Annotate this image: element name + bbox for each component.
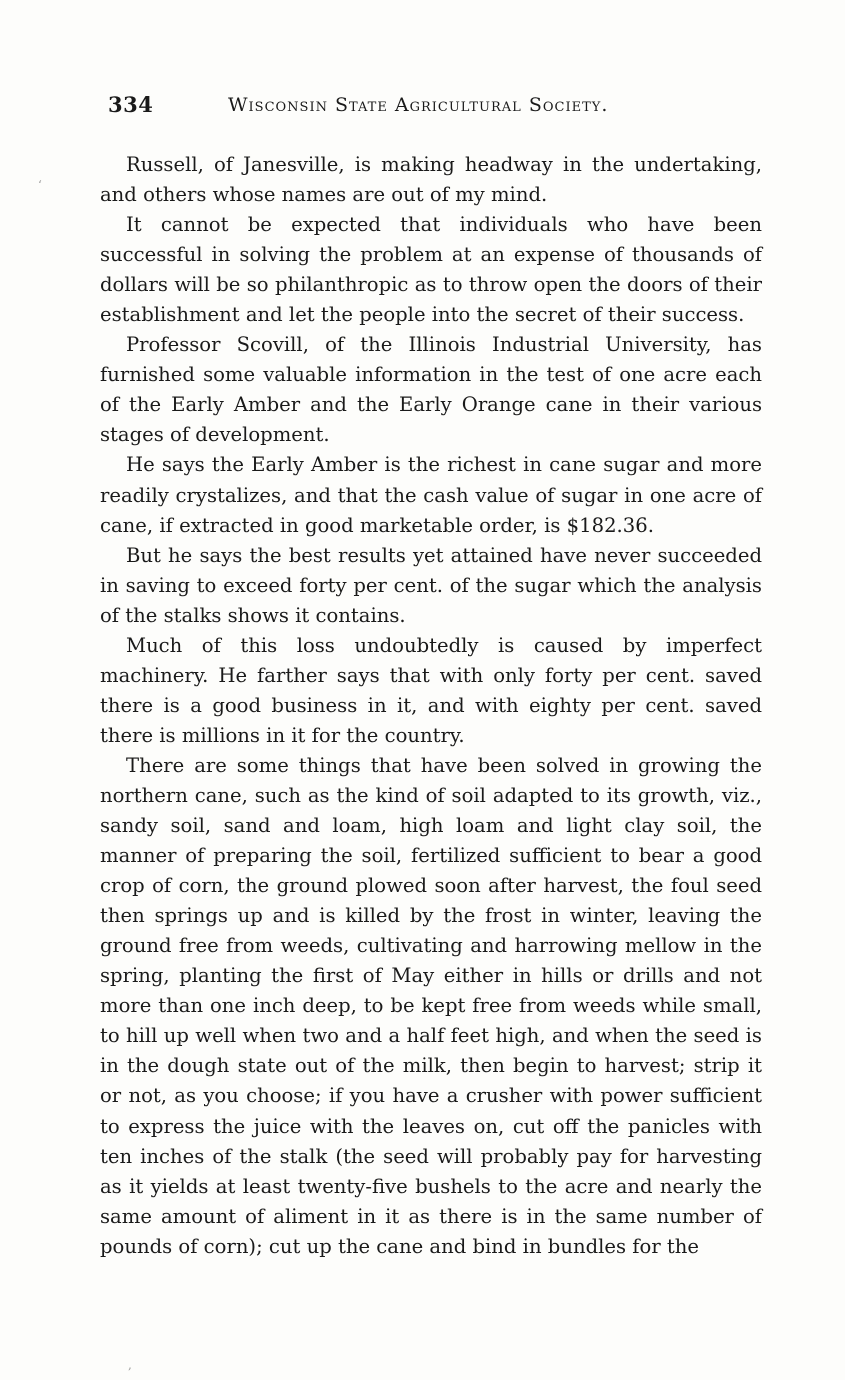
paragraph-machinery: Much of this loss undoubtedly is caused by imperfect machinery. He farther says that with only forty per cent. saved there is a good business in it, and with eighty per cent. saved there is millions in it for the country. [100,633,762,747]
paragraph-russell: Russell, of Janesville, is making headway in the undertaking, and others whose names are out of my mind. [100,153,762,207]
paragraph-northern-cane: There are some things that have been solved in growing the northern cane, such as the kind of soil adapted to its growth, viz., sandy soil, sand and loam, high loam and light clay soil, the manner of preparing the soil, fertilized sufficient to bear a good crop of corn, the ground plowed soon after harvest, the foul seed then springs up and is killed by the frost in winter, leaving the ground free from weeds, cultivating and harrowing mellow in the spring, planting the first of May either in hills or drills and not more than one inch deep, to be kept free from weeds while small, to hill up well when two and a half feet high, and when the seed is in the dough state out of the milk, then begin to harvest; strip it or not, as you choose; if you have a crusher with power sufficient to express the juice with the leaves on, cut off the panicles with ten inches of the stalk (the seed will probably pay for harvesting as it yields at least twenty-five bushels to the acre and nearly the same amount of aliment in it as there is in the same number of pounds of corn); cut up the cane and bind in bundles for the [100,753,762,1258]
running-title: Wisconsin State Agricultural Society. [228,94,609,116]
paragraph-early-amber: He says the Early Amber is the richest in cane sugar and more readily crystalizes, and that the cash value of sugar in one acre of cane, if extracted in good marketable order, is $182.36. [100,453,762,537]
body-text [100,150,762,1262]
paragraph-philanthropic: It cannot be expected that individuals who have been successful in solving the problem at an expense of thousands of dollars will be so philanthropic as to throw open the doors of their establishment and let the people into the secret of their success. [100,213,762,327]
paper-speck: , [128,1358,132,1372]
paragraph-best-results: But he says the best results yet attained have never succeeded in saving to exceed forty per cent. of the sugar which the analysis of the stalks shows it contains. [100,543,762,627]
paragraph-scovill: Professor Scovill, of the Illinois Industrial University, has furnished some valuable information in the test of one acre each of the Early Amber and the Early Orange cane in their various stages of development. [100,333,762,447]
paper-speck: ‘ [38,178,42,192]
running-head [108,92,758,122]
page-number: 334 [108,92,154,117]
